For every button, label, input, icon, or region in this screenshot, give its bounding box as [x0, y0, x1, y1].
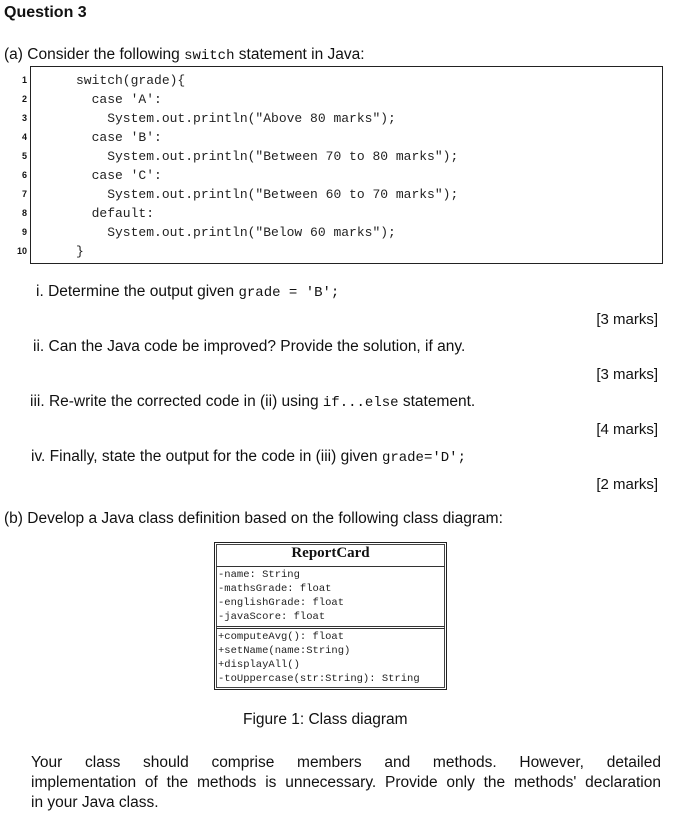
part-b-label: (b) [4, 510, 23, 527]
question-i-code: grade = 'B'; [238, 285, 340, 301]
question-iv-marks: [2 marks] [596, 476, 658, 493]
question-iii-text: Re-write the corrected code in (ii) using [48, 393, 323, 410]
question-iv-text: Finally, state the output for the code in (iii) given [49, 448, 382, 465]
line-number: 1 [21, 75, 27, 85]
instruction-line: implementation of the methods is unnecessary. Provide only the methods' declaration [31, 774, 661, 791]
question-iv [31, 448, 466, 466]
code-line: case 'A': [76, 92, 162, 107]
question-iii-code: if...else [322, 395, 399, 411]
uml-method: +displayAll() [218, 659, 300, 671]
part-a-label: (a) [4, 46, 23, 63]
line-number: 6 [21, 170, 27, 180]
line-number: 2 [21, 94, 27, 104]
instruction-line: Your class should comprise members and methods. However, detailed [31, 754, 661, 771]
question-iii [30, 393, 475, 411]
code-line: case 'C': [76, 168, 162, 183]
code-line: default: [76, 206, 155, 221]
uml-attribute: -javaScore: float [218, 611, 326, 623]
part-a-intro-pre: Consider the following [27, 46, 185, 63]
code-line: System.out.println("Between 70 to 80 marks"); [76, 149, 459, 164]
part-a-intro-code: switch [184, 48, 235, 64]
code-line: System.out.println("Between 60 to 70 marks"); [76, 187, 459, 202]
question-ii [33, 338, 465, 356]
question-ii-text: Can the Java code be improved? Provide the solution, if any. [48, 338, 466, 355]
line-number: 8 [21, 208, 27, 218]
question-i-text: Determine the output given [48, 283, 239, 300]
question-ii-label: ii. [33, 338, 45, 355]
part-b-intro [4, 510, 503, 528]
uml-attribute: -name: String [218, 569, 300, 581]
question-iv-label: iv. [31, 448, 46, 465]
uml-method: +computeAvg(): float [218, 631, 345, 643]
question-title: Question 3 [4, 4, 87, 21]
question-iv-code: grade='D'; [381, 450, 466, 466]
question-i-label: i. [36, 283, 44, 300]
question-i [36, 283, 339, 301]
uml-method: +setName(name:String) [218, 645, 351, 657]
line-number: 4 [21, 132, 27, 142]
part-b-intro-text: Develop a Java class definition based on the following class diagram: [27, 510, 503, 527]
code-line: System.out.println("Below 60 marks"); [76, 225, 396, 240]
uml-attribute: -mathsGrade: float [218, 583, 332, 595]
code-line: } [76, 244, 84, 259]
question-iii-label: iii. [30, 393, 45, 410]
instruction-paragraph [31, 753, 661, 813]
line-number: 7 [21, 189, 27, 199]
line-number: 9 [21, 227, 27, 237]
code-line: System.out.println("Above 80 marks"); [76, 111, 396, 126]
line-number-gutter [2, 66, 30, 264]
uml-method: -toUppercase(str:String): String [218, 673, 420, 685]
uml-divider [216, 626, 445, 627]
figure-caption: Figure 1: Class diagram [243, 711, 408, 728]
code-line: case 'B': [76, 130, 162, 145]
part-a-intro [4, 46, 365, 64]
question-iii-text-post: statement. [398, 393, 476, 410]
question-i-marks: [3 marks] [596, 311, 658, 328]
uml-divider [216, 566, 445, 567]
code-line: switch(grade){ [76, 73, 186, 88]
question-ii-marks: [3 marks] [596, 366, 658, 383]
part-a-intro-post: statement in Java: [234, 46, 365, 63]
line-number: 10 [16, 246, 27, 256]
uml-attribute: -englishGrade: float [218, 597, 345, 609]
uml-divider [216, 628, 445, 629]
line-number: 5 [21, 151, 27, 161]
instruction-line: in your Java class. [31, 794, 159, 811]
question-iii-marks: [4 marks] [596, 421, 658, 438]
uml-class-name: ReportCard [291, 545, 370, 561]
line-number: 3 [21, 113, 27, 123]
